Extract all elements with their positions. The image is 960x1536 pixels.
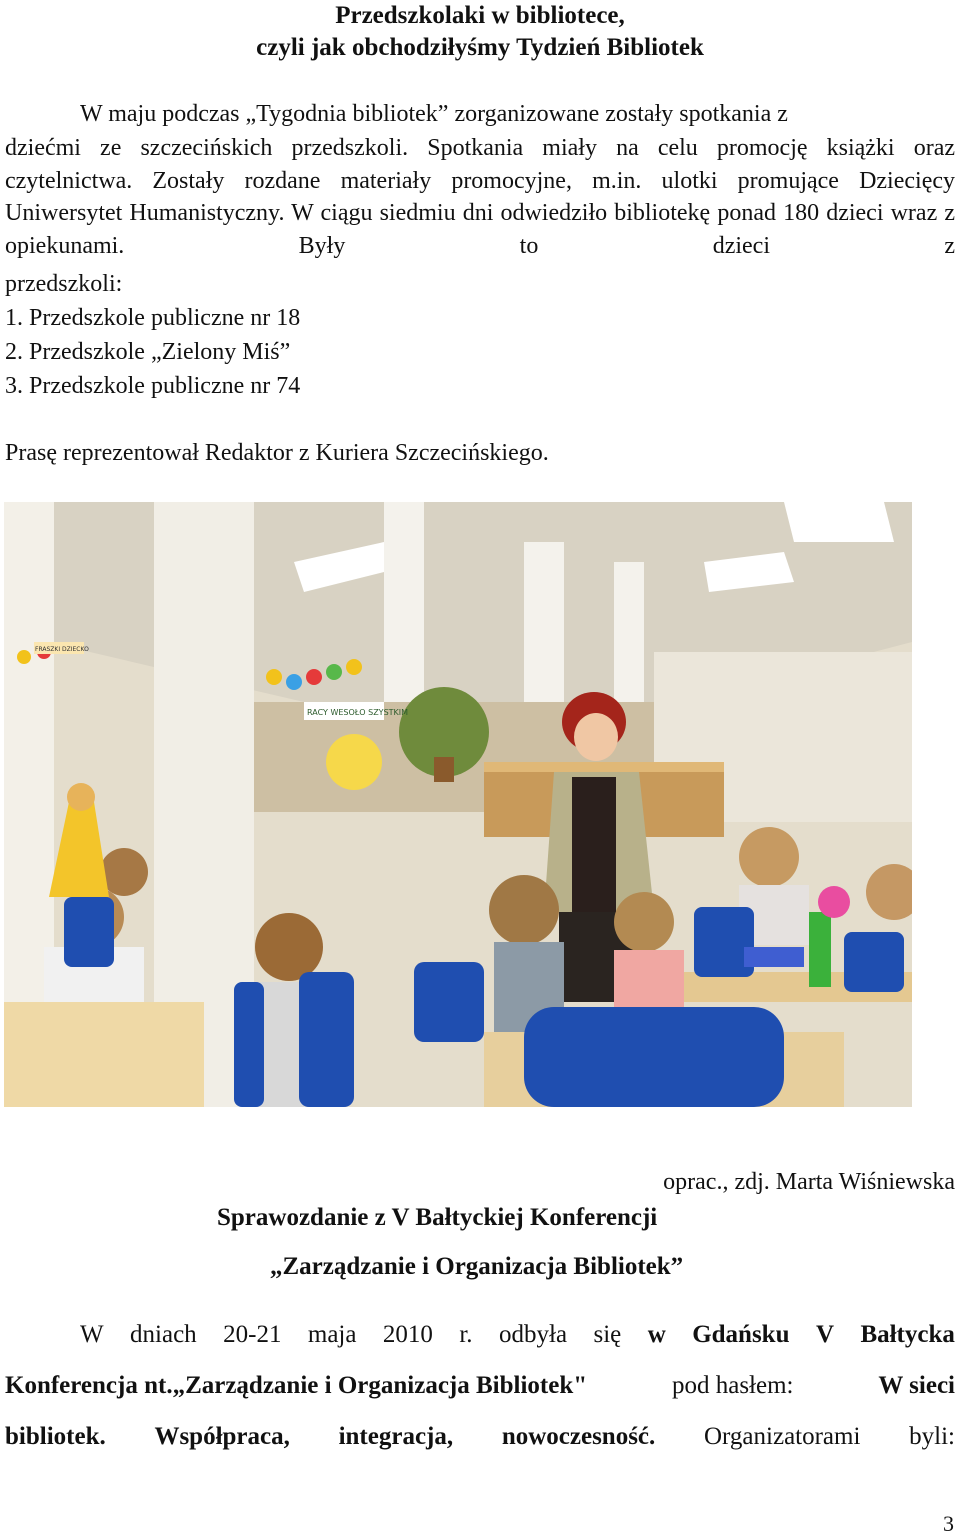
photo-credit: oprac., zdj. Marta Wiśniewska (663, 1169, 955, 1195)
page-number: 3 (943, 1511, 954, 1536)
article-title-line1: Przedszkolaki w bibliotece, (335, 2, 625, 29)
report-title-line1: Sprawozdanie z V Bałtyckiej Konferencji (217, 1204, 658, 1231)
article-title-line2: czyli jak obchodziłyśmy Tydzień Bibliotek (256, 34, 704, 61)
list-item: 3. Przedszkole publiczne nr 74 (5, 373, 301, 399)
report-line2: Konferencja nt.„Zarządzanie i Organizacja Bibliotek" pod hasłem: W sieci (5, 1372, 955, 1399)
report-line3: bibliotek. Współpraca, integracja, nowoczesność. Organizatorami byli: (5, 1423, 955, 1450)
poster-text: RACY WESOŁO SZYSTKIM (307, 708, 409, 717)
article-paragraph: dziećmi ze szczecińskich przedszkoli. Spotkania miały na celu promocję książki oraz czytelnictwa. Zostały rozdane materiały promocyjne, m.in. ulotki promujące Dziecięcy Uniwersytet Humanistyczny. W ciągu siedmiu dni odwiedziło bibliotekę ponad 180 dzieci wraz z opiekunami. Były to dzieci z (5, 135, 955, 259)
library-photo (4, 502, 912, 1107)
report-line1: W dniach 20-21 maja 2010 r. odbyła się w Gdańsku V Bałtycka (80, 1321, 955, 1348)
list-item: 1. Przedszkole publiczne nr 18 (5, 305, 301, 331)
press-line: Prasę reprezentował Redaktor z Kuriera Szczecińskiego. (5, 440, 549, 466)
article-para-first: W maju podczas „Tygodnia bibliotek” zorganizowane zostały spotkania z (80, 101, 788, 127)
list-item: 2. Przedszkole „Zielony Miś” (5, 339, 291, 365)
report-title-line2: „Zarządzanie i Organizacja Bibliotek” (270, 1253, 684, 1280)
sign-text: FRASZKI DZIECKO (35, 646, 89, 653)
article-para-last: przedszkoli: (5, 271, 123, 297)
